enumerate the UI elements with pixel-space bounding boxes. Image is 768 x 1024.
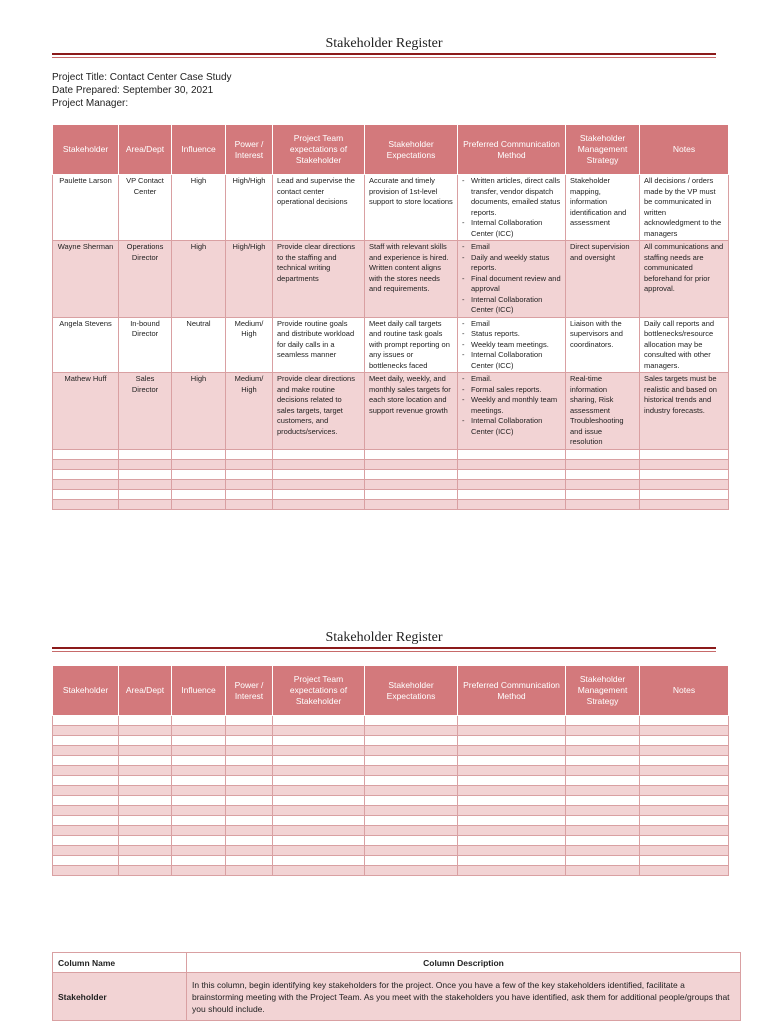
cell-communication [458, 175, 566, 241]
cell-stakeholder-expectations: Meet daily, weekly, and monthly sales targets for each store location and support revenue growth [365, 373, 458, 450]
cell-strategy: Real-time information sharing, Risk assessment Troubleshooting and issue resolution [566, 373, 640, 450]
stakeholder-register-table [52, 124, 729, 510]
cell-stakeholder: Angela Stevens [53, 317, 119, 373]
comm-item: - Internal Collaboration Center (ICC) [462, 350, 561, 371]
cell-influence: High [172, 373, 226, 450]
cell-team-expectations: Provide routine goals and distribute workload for daily calls in a seamless manner [273, 317, 365, 373]
cell-area: In-bound Director [119, 317, 172, 373]
col-desc-header: Column Description [187, 953, 741, 973]
cell-area: VP Contact Center [119, 175, 172, 241]
cell-communication [458, 317, 566, 373]
col-name-header: Column Name [53, 953, 187, 973]
cell-area: Sales Director [119, 373, 172, 450]
comm-item: - Email [462, 319, 561, 330]
cell-influence: High [172, 175, 226, 241]
empty-row [53, 836, 729, 846]
cell-notes: Daily call reports and bottlenecks/resource allocation may be consulted with other managers. [640, 317, 729, 373]
col-header-notes: Notes [640, 666, 729, 716]
col-header-stakeholder-expectations: Stakeholder Expectations [365, 666, 458, 716]
cell-stakeholder: Mathew Huff [53, 373, 119, 450]
col-header-influence: Influence [172, 666, 226, 716]
desc-row [53, 973, 741, 1021]
col-header-stakeholder: Stakeholder [53, 125, 119, 175]
col-header-area: Area/Dept [119, 125, 172, 175]
col-header-team-expectations: Project Team expectations of Stakeholder [273, 125, 365, 175]
title-rule-2 [52, 647, 716, 649]
cell-communication [458, 373, 566, 450]
col-header-stakeholder-expectations: Stakeholder Expectations [365, 125, 458, 175]
title-rule [52, 53, 716, 55]
project-title: Project Title: Contact Center Case Study [52, 72, 232, 83]
cell-power: Medium/ High [226, 317, 273, 373]
comm-item: - Daily and weekly status reports. [462, 253, 561, 274]
empty-row [53, 866, 729, 876]
empty-row [53, 776, 729, 786]
empty-row [53, 756, 729, 766]
title-rule-thin-2 [52, 651, 716, 652]
empty-row [53, 766, 729, 776]
empty-row [53, 469, 729, 479]
comm-item: - Status reports. [462, 329, 561, 340]
cell-power: Medium/ High [226, 373, 273, 450]
cell-notes: All communications and staffing needs are communicated beforehand for prior approval. [640, 241, 729, 318]
column-description-table [52, 952, 741, 1021]
cell-stakeholder: Wayne Sherman [53, 241, 119, 318]
cell-strategy: Direct supervision and oversight [566, 241, 640, 318]
cell-influence: High [172, 241, 226, 318]
comm-item: - Email [462, 242, 561, 253]
cell-team-expectations: Lead and supervise the contact center operational decisions [273, 175, 365, 241]
empty-row [53, 746, 729, 756]
table-row [53, 317, 729, 373]
col-header-power: Power / Interest [226, 125, 273, 175]
col-header-communication: Preferred Communication Method [458, 125, 566, 175]
desc-col-text: In this column, begin identifying key stakeholders for the project. Once you have a few of the key stakeholders identified, facilitate a brainstorming meeting with the Project Team. As you meet with the stakeholders you have identified, ask them for additional people/groups that you should include. [187, 973, 741, 1021]
col-header-strategy: Stakeholder Management Strategy [566, 125, 640, 175]
cell-strategy: Stakeholder mapping, information identification and assessment [566, 175, 640, 241]
desc-col-name: Stakeholder [53, 973, 187, 1021]
table-row [53, 175, 729, 241]
comm-item: - Final document review and approval [462, 274, 561, 295]
desc-header-row [53, 953, 741, 973]
table-row [53, 373, 729, 450]
cell-notes: All decisions / orders made by the VP must be communicated in written acknowledgment to the managers [640, 175, 729, 241]
empty-row [53, 499, 729, 509]
comm-item: - Email. [462, 374, 561, 385]
col-header-notes: Notes [640, 125, 729, 175]
comm-item: - Internal Collaboration Center (ICC) [462, 218, 561, 239]
comm-item: - Internal Collaboration Center (ICC) [462, 295, 561, 316]
blank-register-table [52, 665, 729, 876]
cell-notes: Sales targets must be realistic and based on historical trends and industry forecasts. [640, 373, 729, 450]
cell-stakeholder-expectations: Accurate and timely provision of 1st-level support to store locations [365, 175, 458, 241]
empty-row [53, 716, 729, 726]
empty-row [53, 846, 729, 856]
empty-row [53, 736, 729, 746]
cell-power: High/High [226, 241, 273, 318]
comm-item: - Weekly and monthly team meetings. [462, 395, 561, 416]
cell-area: Operations Director [119, 241, 172, 318]
col-header-area: Area/Dept [119, 666, 172, 716]
cell-power: High/High [226, 175, 273, 241]
empty-row [53, 786, 729, 796]
empty-row [53, 479, 729, 489]
col-header-strategy: Stakeholder Management Strategy [566, 666, 640, 716]
empty-row [53, 796, 729, 806]
cell-communication [458, 241, 566, 318]
col-header-team-expectations: Project Team expectations of Stakeholder [273, 666, 365, 716]
col-header-influence: Influence [172, 125, 226, 175]
table-header-row [53, 125, 729, 175]
cell-stakeholder: Paulette Larson [53, 175, 119, 241]
empty-row [53, 449, 729, 459]
title-rule-thin [52, 57, 716, 58]
page-title-2: Stakeholder Register [325, 630, 443, 645]
table-row [53, 241, 729, 318]
comm-item: - Internal Collaboration Center (ICC) [462, 416, 561, 437]
project-meta [52, 71, 232, 110]
cell-strategy: Liaison with the supervisors and coordinators. [566, 317, 640, 373]
cell-influence: Neutral [172, 317, 226, 373]
comm-item: - Formal sales reports. [462, 385, 561, 396]
cell-team-expectations: Provide clear directions to the staffing and technical writing departments [273, 241, 365, 318]
table-header-row [53, 666, 729, 716]
col-header-communication: Preferred Communication Method [458, 666, 566, 716]
date-prepared: Date Prepared: September 30, 2021 [52, 85, 214, 96]
empty-row [53, 816, 729, 826]
empty-row [53, 806, 729, 816]
project-manager: Project Manager: [52, 98, 129, 109]
col-header-stakeholder: Stakeholder [53, 666, 119, 716]
page-title: Stakeholder Register [325, 36, 443, 51]
empty-row [53, 726, 729, 736]
cell-stakeholder-expectations: Meet daily call targets and routine task goals with prompt reporting on any issues or bottlenecks faced [365, 317, 458, 373]
col-header-power: Power / Interest [226, 666, 273, 716]
empty-row [53, 856, 729, 866]
empty-row [53, 459, 729, 469]
cell-team-expectations: Provide clear directions and make routine decisions related to sales targets, target customers, and products/services. [273, 373, 365, 450]
empty-row [53, 826, 729, 836]
empty-row [53, 489, 729, 499]
comm-item: - Written articles, direct calls transfer, vendor dispatch documents, emailed status reports. [462, 176, 561, 218]
cell-stakeholder-expectations: Staff with relevant skills and experience is hired. Written content aligns with the stores needs and requirements. [365, 241, 458, 318]
comm-item: - Weekly team meetings. [462, 340, 561, 351]
